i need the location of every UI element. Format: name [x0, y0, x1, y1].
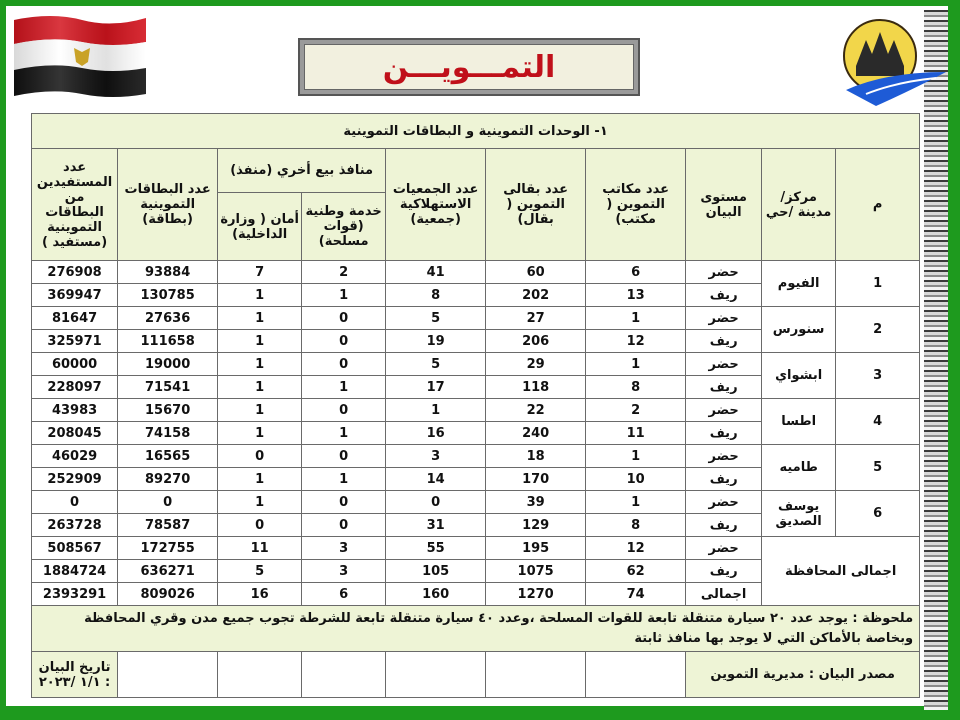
level-cell: حضر — [686, 399, 762, 422]
level-cell: حضر — [686, 353, 762, 376]
national-cell: 0 — [302, 353, 386, 376]
cards-cell: 89270 — [118, 468, 218, 491]
national-cell: 0 — [302, 514, 386, 537]
grocers-cell: 129 — [486, 514, 586, 537]
egypt-flag-icon — [12, 12, 148, 100]
offices-cell: 8 — [586, 376, 686, 399]
interior-cell: 0 — [218, 514, 302, 537]
col-header-offices: عدد مكاتب التموين ( مكتب) — [586, 149, 686, 261]
grocers-cell: 1270 — [486, 583, 586, 606]
cards-cell: 0 — [118, 491, 218, 514]
grocers-cell: 202 — [486, 284, 586, 307]
level-cell: حضر — [686, 537, 762, 560]
coops-cell: 5 — [386, 353, 486, 376]
cards-cell: 74158 — [118, 422, 218, 445]
coops-cell: 41 — [386, 261, 486, 284]
page-title: التمـــويـــن — [304, 44, 634, 90]
table-row — [32, 307, 920, 330]
row-number: 1 — [836, 261, 920, 307]
level-cell: ريف — [686, 376, 762, 399]
cards-cell: 27636 — [118, 307, 218, 330]
grocers-cell: 170 — [486, 468, 586, 491]
offices-cell: 1 — [586, 445, 686, 468]
coops-cell: 0 — [386, 491, 486, 514]
offices-cell: 2 — [586, 399, 686, 422]
grocers-cell: 29 — [486, 353, 586, 376]
section-title: ١- الوحدات التموينية و البطاقات التموينية — [32, 114, 920, 149]
interior-cell: 5 — [218, 560, 302, 583]
grocers-cell: 60 — [486, 261, 586, 284]
grocers-cell: 206 — [486, 330, 586, 353]
grocers-cell: 195 — [486, 537, 586, 560]
national-cell: 1 — [302, 284, 386, 307]
cards-cell: 78587 — [118, 514, 218, 537]
level-cell: حضر — [686, 307, 762, 330]
coops-cell: 19 — [386, 330, 486, 353]
col-header-cards: عدد البطاقات التموينية (بطاقة) — [118, 149, 218, 261]
offices-cell: 6 — [586, 261, 686, 284]
cards-cell: 636271 — [118, 560, 218, 583]
col-header-m: م — [836, 149, 920, 261]
supply-table — [31, 113, 920, 698]
offices-cell: 13 — [586, 284, 686, 307]
beneficiaries-cell: 369947 — [32, 284, 118, 307]
interior-cell: 11 — [218, 537, 302, 560]
grocers-cell: 18 — [486, 445, 586, 468]
frame-right — [948, 0, 960, 720]
level-cell: حضر — [686, 445, 762, 468]
center-name: يوسف الصديق — [762, 491, 836, 537]
cards-cell: 19000 — [118, 353, 218, 376]
interior-cell: 1 — [218, 422, 302, 445]
offices-cell: 8 — [586, 514, 686, 537]
beneficiaries-cell: 508567 — [32, 537, 118, 560]
row-number: 4 — [836, 399, 920, 445]
row-number: 3 — [836, 353, 920, 399]
cards-cell: 130785 — [118, 284, 218, 307]
national-cell: 1 — [302, 468, 386, 491]
interior-cell: 1 — [218, 353, 302, 376]
level-cell: ريف — [686, 422, 762, 445]
national-cell: 1 — [302, 376, 386, 399]
cards-cell: 15670 — [118, 399, 218, 422]
beneficiaries-cell: 325971 — [32, 330, 118, 353]
row-number: 5 — [836, 445, 920, 491]
center-name: اطسا — [762, 399, 836, 445]
national-cell: 3 — [302, 560, 386, 583]
national-cell: 3 — [302, 537, 386, 560]
beneficiaries-cell: 2393291 — [32, 583, 118, 606]
national-cell: 0 — [302, 491, 386, 514]
level-cell: ريف — [686, 330, 762, 353]
interior-cell: 16 — [218, 583, 302, 606]
beneficiaries-cell: 208045 — [32, 422, 118, 445]
col-header-level: مستوى البيان — [686, 149, 762, 261]
offices-cell: 11 — [586, 422, 686, 445]
level-cell: ريف — [686, 468, 762, 491]
center-name: سنورس — [762, 307, 836, 353]
table-row — [32, 399, 920, 422]
level-cell: حضر — [686, 491, 762, 514]
title-box — [298, 38, 640, 96]
center-name: الفيوم — [762, 261, 836, 307]
level-cell: ريف — [686, 560, 762, 583]
col-header-outlets-group: منافذ بيع أخري (منفذ) — [218, 149, 386, 193]
col-header-center: مركز/مدينة /حي — [762, 149, 836, 261]
coops-cell: 31 — [386, 514, 486, 537]
national-cell: 0 — [302, 307, 386, 330]
frame-top — [0, 0, 960, 6]
offices-cell: 1 — [586, 353, 686, 376]
coops-cell: 3 — [386, 445, 486, 468]
national-cell: 0 — [302, 399, 386, 422]
national-cell: 0 — [302, 445, 386, 468]
col-header-beneficiaries: عدد المستفيدين من البطاقات التموينية (مستفيد ) — [32, 149, 118, 261]
offices-cell: 10 — [586, 468, 686, 491]
level-cell: حضر — [686, 261, 762, 284]
row-number: 2 — [836, 307, 920, 353]
national-cell: 6 — [302, 583, 386, 606]
interior-cell: 1 — [218, 468, 302, 491]
interior-cell: 1 — [218, 307, 302, 330]
offices-cell: 74 — [586, 583, 686, 606]
coops-cell: 17 — [386, 376, 486, 399]
coops-cell: 8 — [386, 284, 486, 307]
cards-cell: 71541 — [118, 376, 218, 399]
beneficiaries-cell: 276908 — [32, 261, 118, 284]
source: مصدر البيان : مديرية التموين — [686, 652, 920, 698]
interior-cell: 0 — [218, 445, 302, 468]
beneficiaries-cell: 228097 — [32, 376, 118, 399]
beneficiaries-cell: 81647 — [32, 307, 118, 330]
grocers-cell: 22 — [486, 399, 586, 422]
center-name: ابشواي — [762, 353, 836, 399]
table-row — [32, 445, 920, 468]
beneficiaries-cell: 263728 — [32, 514, 118, 537]
offices-cell: 1 — [586, 307, 686, 330]
cards-cell: 809026 — [118, 583, 218, 606]
frame-bottom — [0, 706, 960, 720]
col-header-coops: عدد الجمعيات الاستهلاكية (جمعية) — [386, 149, 486, 261]
national-cell: 1 — [302, 422, 386, 445]
cards-cell: 93884 — [118, 261, 218, 284]
coops-cell: 105 — [386, 560, 486, 583]
interior-cell: 1 — [218, 376, 302, 399]
total-label: اجمالى المحافظة — [762, 537, 920, 606]
note: ملحوظة : يوجد عدد ٢٠ سيارة متنقلة تابعة للقوات المسلحة ،وعدد ٤٠ سيارة متنقلة تابعة للشرطة تجوب جميع مدن وقري المحافظة وبخاصة بالأماكن التي لا يوجد بها منافذ ثابتة — [32, 606, 920, 652]
cards-cell: 111658 — [118, 330, 218, 353]
center-name: طاميه — [762, 445, 836, 491]
cards-cell: 172755 — [118, 537, 218, 560]
interior-cell: 1 — [218, 491, 302, 514]
table-row — [32, 353, 920, 376]
grocers-cell: 118 — [486, 376, 586, 399]
interior-cell: 1 — [218, 330, 302, 353]
grocers-cell: 1075 — [486, 560, 586, 583]
beneficiaries-cell: 1884724 — [32, 560, 118, 583]
col-header-interior: أمان ( وزارة الداخلية) — [218, 193, 302, 261]
col-header-grocers: عدد بقالى التموين ( بقال) — [486, 149, 586, 261]
beneficiaries-cell: 60000 — [32, 353, 118, 376]
beneficiaries-cell: 0 — [32, 491, 118, 514]
beneficiaries-cell: 252909 — [32, 468, 118, 491]
offices-cell: 1 — [586, 491, 686, 514]
grocers-cell: 27 — [486, 307, 586, 330]
table-row — [32, 491, 920, 514]
date: تاريخ البيان : ١/١ /٢٠٢٣ — [32, 652, 118, 698]
level-cell: ريف — [686, 514, 762, 537]
offices-cell: 12 — [586, 537, 686, 560]
binder-spine — [924, 10, 950, 710]
frame-left — [0, 0, 6, 720]
total-row — [32, 537, 920, 560]
row-number: 6 — [836, 491, 920, 537]
coops-cell: 1 — [386, 399, 486, 422]
interior-cell: 1 — [218, 399, 302, 422]
beneficiaries-cell: 43983 — [32, 399, 118, 422]
fayoum-governorate-logo — [836, 10, 948, 110]
offices-cell: 62 — [586, 560, 686, 583]
coops-cell: 55 — [386, 537, 486, 560]
grocers-cell: 39 — [486, 491, 586, 514]
interior-cell: 1 — [218, 284, 302, 307]
interior-cell: 7 — [218, 261, 302, 284]
grocers-cell: 240 — [486, 422, 586, 445]
national-cell: 2 — [302, 261, 386, 284]
level-cell: اجمالى — [686, 583, 762, 606]
cards-cell: 16565 — [118, 445, 218, 468]
coops-cell: 14 — [386, 468, 486, 491]
col-header-national-service: خدمة وطنية (قوات مسلحة) — [302, 193, 386, 261]
offices-cell: 12 — [586, 330, 686, 353]
coops-cell: 160 — [386, 583, 486, 606]
coops-cell: 5 — [386, 307, 486, 330]
beneficiaries-cell: 46029 — [32, 445, 118, 468]
coops-cell: 16 — [386, 422, 486, 445]
level-cell: ريف — [686, 284, 762, 307]
table-row — [32, 261, 920, 284]
national-cell: 0 — [302, 330, 386, 353]
